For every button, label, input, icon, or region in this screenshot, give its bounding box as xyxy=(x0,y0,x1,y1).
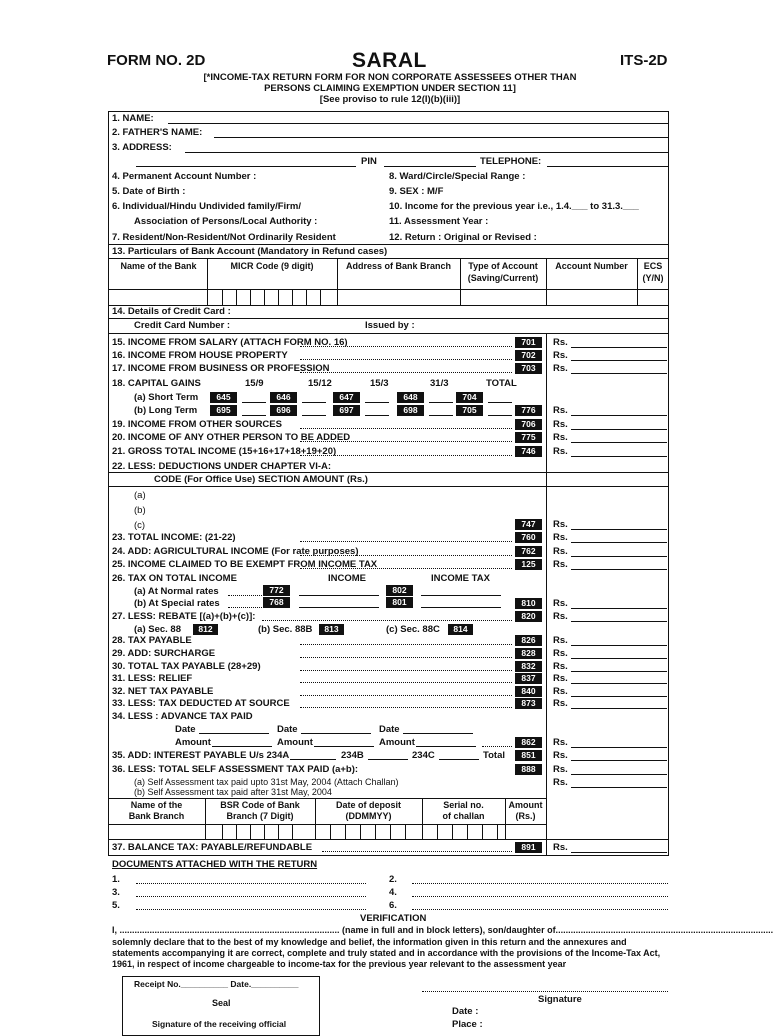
address-field-2[interactable] xyxy=(136,166,356,167)
self-assessment-label: 36. LESS: TOTAL SELF ASSESSMENT TAX PAID (a+b): xyxy=(112,764,359,775)
date-label: Date xyxy=(175,724,196,735)
leader-dots xyxy=(300,657,512,658)
income-line-label: 25. INCOME CLAIMED TO BE EXEMPT FROM INCOME TAX xyxy=(112,559,378,570)
amount-label: Amount xyxy=(175,737,211,748)
document-item: 6. xyxy=(389,900,397,911)
rs-label: Rs. xyxy=(553,842,568,853)
line-code: 837 xyxy=(515,673,542,684)
income-line-label: 33. LESS: TAX DEDUCTED AT SOURCE xyxy=(112,698,290,709)
challan-col: Bank Branch xyxy=(128,811,185,821)
code-801: 801 xyxy=(386,597,413,608)
line-code: 826 xyxy=(515,635,542,646)
balance-label: 37. BALANCE TAX: PAYABLE/REFUNDABLE xyxy=(112,842,313,853)
amount-field[interactable] xyxy=(571,360,667,361)
documents-heading: DOCUMENTS ATTACHED WITH THE RETURN xyxy=(112,859,318,870)
code-768: 768 xyxy=(263,597,290,608)
leader-dots xyxy=(300,372,512,373)
line-code: 703 xyxy=(515,363,542,374)
long-term-field[interactable] xyxy=(365,415,389,416)
leader-dots xyxy=(300,428,512,429)
amount-field[interactable] xyxy=(571,696,667,697)
divider xyxy=(108,318,669,319)
rs-label: Rs. xyxy=(553,419,568,430)
code-812: 812 xyxy=(193,624,218,635)
rs-label: Rs. xyxy=(553,546,568,557)
line-code: 746 xyxy=(515,446,542,457)
normal-income-field[interactable] xyxy=(299,595,379,596)
amount-field[interactable] xyxy=(571,415,667,416)
rs-label: Rs. xyxy=(553,686,568,697)
challan-col: Amount xyxy=(508,800,543,810)
self-assessment-a: (a) Self Assessment tax paid upto 31st May, 2004 (Attach Challan) xyxy=(134,777,399,787)
place-label: Place : xyxy=(452,1019,483,1030)
receipt-number: Receipt No.__________ Date.__________ xyxy=(134,979,299,989)
rs-label: Rs. xyxy=(553,648,568,659)
address-label: 3. ADDRESS: xyxy=(112,142,172,153)
income-line-label: 31. LESS: RELIEF xyxy=(112,673,193,684)
long-term-code: 695 xyxy=(210,405,237,416)
document-item: 2. xyxy=(389,874,397,885)
income-line-label: 24. ADD: AGRICULTURAL INCOME (For rate purposes) xyxy=(112,546,359,557)
father-name-label: 2. FATHER'S NAME: xyxy=(112,127,203,138)
long-term-code: 697 xyxy=(333,405,360,416)
form-code: ITS-2D xyxy=(620,52,668,69)
rebate-88-label: (a) Sec. 88 xyxy=(134,624,181,635)
bank-col-ecs: ECS xyxy=(643,261,663,271)
tax26-tax-col: INCOME TAX xyxy=(431,573,490,584)
rs-label: Rs. xyxy=(553,698,568,709)
divider xyxy=(108,839,669,840)
amount-field[interactable] xyxy=(571,529,667,530)
long-term-label: (b) Long Term xyxy=(134,405,198,416)
divider xyxy=(108,798,546,799)
line-code: 701 xyxy=(515,337,542,348)
divider xyxy=(108,244,669,245)
document-item: 1. xyxy=(112,874,120,885)
challan-col: of challan xyxy=(442,811,485,821)
document-item: 3. xyxy=(112,887,120,898)
divider xyxy=(108,486,669,487)
bank-col-type-sub: (Saving/Current) xyxy=(467,273,539,283)
short-term-field[interactable] xyxy=(242,402,266,403)
challan-col: (DDMMYY) xyxy=(345,811,392,821)
line-code: 706 xyxy=(515,419,542,430)
bank-heading: 13. Particulars of Bank Account (Mandatory in Refund cases) xyxy=(112,246,388,257)
resident-label: 7. Resident/Non-Resident/Not Ordinarily Resident xyxy=(112,232,336,243)
leader-dots xyxy=(300,695,512,696)
short-term-code: 646 xyxy=(270,392,297,403)
ward-label: 8. Ward/Circle/Special Range : xyxy=(389,171,526,182)
bank-col-type: Type of Account xyxy=(468,261,538,271)
short-term-field[interactable] xyxy=(488,402,512,403)
rs-label: Rs. xyxy=(553,764,568,775)
date-label: Date : xyxy=(452,1006,479,1017)
amount-field[interactable] xyxy=(571,774,667,775)
bank-col-account: Account Number xyxy=(555,261,628,271)
rs-label: Rs. xyxy=(553,559,568,570)
code-862: 862 xyxy=(515,737,542,748)
amount-field[interactable] xyxy=(571,621,667,622)
long-term-field[interactable] xyxy=(488,415,512,416)
rs-label: Rs. xyxy=(553,750,568,761)
divider xyxy=(108,258,669,259)
short-term-field[interactable] xyxy=(429,402,453,403)
receipt-seal: Seal xyxy=(212,998,231,1008)
document-item: 4. xyxy=(389,887,397,898)
form-subtitle-2: PERSONS CLAIMING EXEMPTION UNDER SECTION 11] xyxy=(264,83,516,94)
self-assessment-b: (b) Self Assessment tax paid after 31st May, 2004 xyxy=(134,787,332,797)
interest-234b-label: 234B xyxy=(341,750,364,761)
line-code: 702 xyxy=(515,350,542,361)
short-term-code: 704 xyxy=(456,392,483,403)
amount-field[interactable] xyxy=(571,608,667,609)
amount-field[interactable] xyxy=(571,542,667,543)
pan-label: 4. Permanent Account Number : xyxy=(112,171,257,182)
status-label-2: Association of Persons/Local Authority : xyxy=(134,216,318,227)
rs-label: Rs. xyxy=(553,598,568,609)
amount-field[interactable] xyxy=(571,671,667,672)
form-number: FORM NO. 2D xyxy=(107,52,206,69)
leader-dots xyxy=(300,346,512,347)
deduction-b: (b) xyxy=(134,505,146,516)
long-term-field[interactable] xyxy=(429,415,453,416)
amount-column-divider xyxy=(546,333,547,856)
rs-label: Rs. xyxy=(553,532,568,543)
rs-label: Rs. xyxy=(553,635,568,646)
leader-dots xyxy=(300,644,512,645)
interest-234b-field[interactable] xyxy=(368,759,408,760)
pin-label: PIN xyxy=(361,156,377,167)
leader-dots xyxy=(300,455,512,456)
pin-field[interactable] xyxy=(384,166,476,167)
deduction-c: (c) xyxy=(134,520,146,531)
rs-label: Rs. xyxy=(553,405,568,416)
amount-field[interactable] xyxy=(571,787,667,788)
interest-label: 35. ADD: INTEREST PAYABLE U/s 234A xyxy=(112,750,290,761)
signature-label: Signature xyxy=(538,994,582,1005)
form-subtitle-1: [*INCOME-TAX RETURN FORM FOR NON CORPORATE ASSESSEES OTHER THAN xyxy=(203,72,577,83)
income-line-label: 21. GROSS TOTAL INCOME (15+16+17+18+19+20) xyxy=(112,446,337,457)
amount-field[interactable] xyxy=(571,347,667,348)
challan-col: Serial no. xyxy=(443,800,484,810)
leader-dots xyxy=(300,359,512,360)
interest-234c-field[interactable] xyxy=(439,759,479,760)
code-814: 814 xyxy=(448,624,473,635)
income-line-label: 29. ADD: SURCHARGE xyxy=(112,648,216,659)
sex-label: 9. SEX : M/F xyxy=(389,186,444,197)
line-code: 762 xyxy=(515,546,542,557)
rs-label: Rs. xyxy=(553,350,568,361)
cg-col-label: 31/3 xyxy=(430,378,449,389)
income-line-label: 30. TOTAL TAX PAYABLE (28+29) xyxy=(112,661,261,672)
verification-line-4: 1961, in respect of income chargeable to income-tax for the previous year relevant to the assessment year xyxy=(112,959,567,969)
leader-dots xyxy=(300,441,512,442)
rs-label: Rs. xyxy=(553,363,568,374)
amount-field[interactable] xyxy=(212,746,272,747)
challan-col: (Rs.) xyxy=(515,811,536,821)
cg-col-label: 15/3 xyxy=(370,378,389,389)
status-label-1: 6. Individual/Hindu Undivided family/Firm/ xyxy=(112,201,301,212)
bank-col-name: Name of the Bank xyxy=(120,261,197,271)
form-subtitle-3: [See proviso to rule 12(I)(b)(iii)] xyxy=(319,94,461,105)
leader-dots xyxy=(300,568,512,569)
tax26-label: 26. TAX ON TOTAL INCOME xyxy=(112,573,237,584)
income-line-label: 15. INCOME FROM SALARY (ATTACH FORM NO. 16) xyxy=(112,337,348,348)
amount-field[interactable] xyxy=(571,645,667,646)
tax26-income-col: INCOME xyxy=(328,573,366,584)
long-term-field[interactable] xyxy=(242,415,266,416)
long-term-code: 696 xyxy=(270,405,297,416)
bank-col-ecs-sub: (Y/N) xyxy=(642,273,664,283)
amount-field[interactable] xyxy=(571,569,667,570)
divider xyxy=(108,472,669,473)
date-field[interactable] xyxy=(403,733,473,734)
income-line-label: 17. INCOME FROM BUSINESS OR PROFESSION xyxy=(112,363,330,374)
cg-col-label: TOTAL xyxy=(486,378,517,389)
date-field[interactable] xyxy=(199,733,269,734)
advance-tax-label: 34. LESS : ADVANCE TAX PAID xyxy=(112,711,253,722)
leader-dots xyxy=(300,670,512,671)
interest-234a-field[interactable] xyxy=(290,759,336,760)
amount-label: Amount xyxy=(379,737,415,748)
rs-label: Rs. xyxy=(553,673,568,684)
rs-label: Rs. xyxy=(553,661,568,672)
assessment-year-label: 11. Assessment Year : xyxy=(389,216,489,227)
normal-tax-field[interactable] xyxy=(421,595,501,596)
short-term-field[interactable] xyxy=(302,402,326,403)
code-820: 820 xyxy=(515,611,542,622)
amount-field[interactable] xyxy=(314,746,374,747)
amount-label: Amount xyxy=(277,737,313,748)
normal-rates-label: (a) At Normal rates xyxy=(134,586,219,597)
credit-heading: 14. Details of Credit Card : xyxy=(112,306,231,317)
code-891: 891 xyxy=(515,842,542,853)
deductions-label: 22. LESS: DEDUCTIONS UNDER CHAPTER VI-A: xyxy=(112,461,332,472)
deduction-a: (a) xyxy=(134,490,146,501)
document-item: 5. xyxy=(112,900,120,911)
long-term-code: 705 xyxy=(456,405,483,416)
income-line-label: 32. NET TAX PAYABLE xyxy=(112,686,214,697)
address-field-1[interactable] xyxy=(185,152,668,153)
short-term-field[interactable] xyxy=(365,402,389,403)
rs-label: Rs. xyxy=(553,446,568,457)
form-title: SARAL xyxy=(352,49,427,72)
amount-field[interactable] xyxy=(571,852,667,853)
amount-field[interactable] xyxy=(571,442,667,443)
challan-col: Branch (7 Digit) xyxy=(226,811,294,821)
rs-label: Rs. xyxy=(553,519,568,530)
rebate-88b-label: (b) Sec. 88B xyxy=(258,624,313,635)
short-term-code: 648 xyxy=(397,392,424,403)
rebate-88c-label: (c) Sec. 88C xyxy=(386,624,440,635)
line-code: 832 xyxy=(515,661,542,672)
income-line-label: 23. TOTAL INCOME: (21-22) xyxy=(112,532,236,543)
cg-col-label: 15/12 xyxy=(308,378,332,389)
line-code: 840 xyxy=(515,686,542,697)
code-772: 772 xyxy=(263,585,290,596)
leader-dots xyxy=(300,555,512,556)
long-term-code: 698 xyxy=(397,405,424,416)
name-label: 1. NAME: xyxy=(112,113,154,124)
code-810: 810 xyxy=(515,598,542,609)
income-line-label: 28. TAX PAYABLE xyxy=(112,635,192,646)
credit-issued-label: Issued by : xyxy=(365,320,415,331)
line-code: 775 xyxy=(515,432,542,443)
verification-line-3: statements accompanying it are correct, complete and truly stated and in accordance with the provisions of the Income-Tax Act, xyxy=(112,948,661,958)
challan-col: BSR Code of Bank xyxy=(220,800,300,810)
code-813: 813 xyxy=(319,624,344,635)
rs-label: Rs. xyxy=(553,777,568,788)
code-802: 802 xyxy=(386,585,413,596)
amount-field[interactable] xyxy=(571,456,667,457)
amount-field[interactable] xyxy=(571,747,667,748)
special-rates-label: (b) At Special rates xyxy=(134,598,220,609)
capital-gains-label: 18. CAPITAL GAINS xyxy=(112,378,201,389)
line-code: 125 xyxy=(515,559,542,570)
telephone-label: TELEPHONE: xyxy=(480,156,542,167)
date-label: Date xyxy=(277,724,298,735)
divider xyxy=(108,289,669,290)
credit-number-label: Credit Card Number : xyxy=(134,320,231,331)
code-747: 747 xyxy=(515,519,542,530)
leader-dots xyxy=(300,541,512,542)
rs-label: Rs. xyxy=(553,337,568,348)
special-tax-field[interactable] xyxy=(421,607,501,608)
code-851: 851 xyxy=(515,750,542,761)
verification-heading: VERIFICATION xyxy=(360,913,427,924)
amount-field[interactable] xyxy=(416,746,476,747)
interest-234c-label: 234C xyxy=(412,750,435,761)
challan-col: Date of deposit xyxy=(335,800,401,810)
receipt-official: Signature of the receiving official xyxy=(152,1019,287,1029)
short-term-label: (a) Short Term xyxy=(134,392,199,403)
leader-dots xyxy=(300,707,512,708)
father-name-field[interactable] xyxy=(214,137,668,138)
line-code: 760 xyxy=(515,532,542,543)
verification-line-2: solemnly declare that to the best of my knowledge and belief, the information given in this return and the annexures and xyxy=(112,937,627,947)
special-income-field[interactable] xyxy=(299,607,379,608)
date-label: Date xyxy=(379,724,400,735)
income-line-label: 19. INCOME FROM OTHER SOURCES xyxy=(112,419,282,430)
amount-field[interactable] xyxy=(571,683,667,684)
bank-col-micr: MICR Code (9 digit) xyxy=(230,261,314,271)
short-term-code: 645 xyxy=(210,392,237,403)
long-term-field[interactable] xyxy=(302,415,326,416)
rebate-label: 27. LESS: REBATE [(a)+(b)+(c)]: xyxy=(112,611,256,622)
leader-dots xyxy=(300,682,512,683)
line-code: 828 xyxy=(515,648,542,659)
amount-field[interactable] xyxy=(571,373,667,374)
cg-col-label: 15/9 xyxy=(245,378,264,389)
income-line-label: 20. INCOME OF ANY OTHER PERSON TO BE ADDED xyxy=(112,432,351,443)
dob-label: 5. Date of Birth : xyxy=(112,186,186,197)
date-field[interactable] xyxy=(301,733,371,734)
return-type-label: 12. Return : Original or Revised : xyxy=(389,232,537,243)
amount-field[interactable] xyxy=(571,760,667,761)
deductions-columns: CODE (For Office Use) SECTION AMOUNT (Rs.) xyxy=(154,474,368,485)
code-888: 888 xyxy=(515,764,542,775)
bank-col-address: Address of Bank Branch xyxy=(345,261,452,271)
amount-field[interactable] xyxy=(571,429,667,430)
rs-label: Rs. xyxy=(553,432,568,443)
income-line-label: 16. INCOME FROM HOUSE PROPERTY xyxy=(112,350,288,361)
amount-field[interactable] xyxy=(571,708,667,709)
amount-field[interactable] xyxy=(571,556,667,557)
rs-label: Rs. xyxy=(553,737,568,748)
amount-field[interactable] xyxy=(571,658,667,659)
divider xyxy=(108,333,669,334)
verification-line-1: I, ........................................................................................ (name in full and in block letters), son/daughter of....................................................................................... xyxy=(112,925,773,935)
name-field[interactable] xyxy=(168,123,668,124)
code-776: 776 xyxy=(515,405,542,416)
challan-col: Name of the xyxy=(130,800,183,810)
interest-total-label: Total xyxy=(483,750,505,761)
income-year-label: 10. Income for the previous year i.e., 1.4.___ to 31.3.___ xyxy=(389,201,639,212)
short-term-code: 647 xyxy=(333,392,360,403)
telephone-field[interactable] xyxy=(547,166,668,167)
line-code: 873 xyxy=(515,698,542,709)
divider xyxy=(108,824,546,825)
rs-label: Rs. xyxy=(553,611,568,622)
